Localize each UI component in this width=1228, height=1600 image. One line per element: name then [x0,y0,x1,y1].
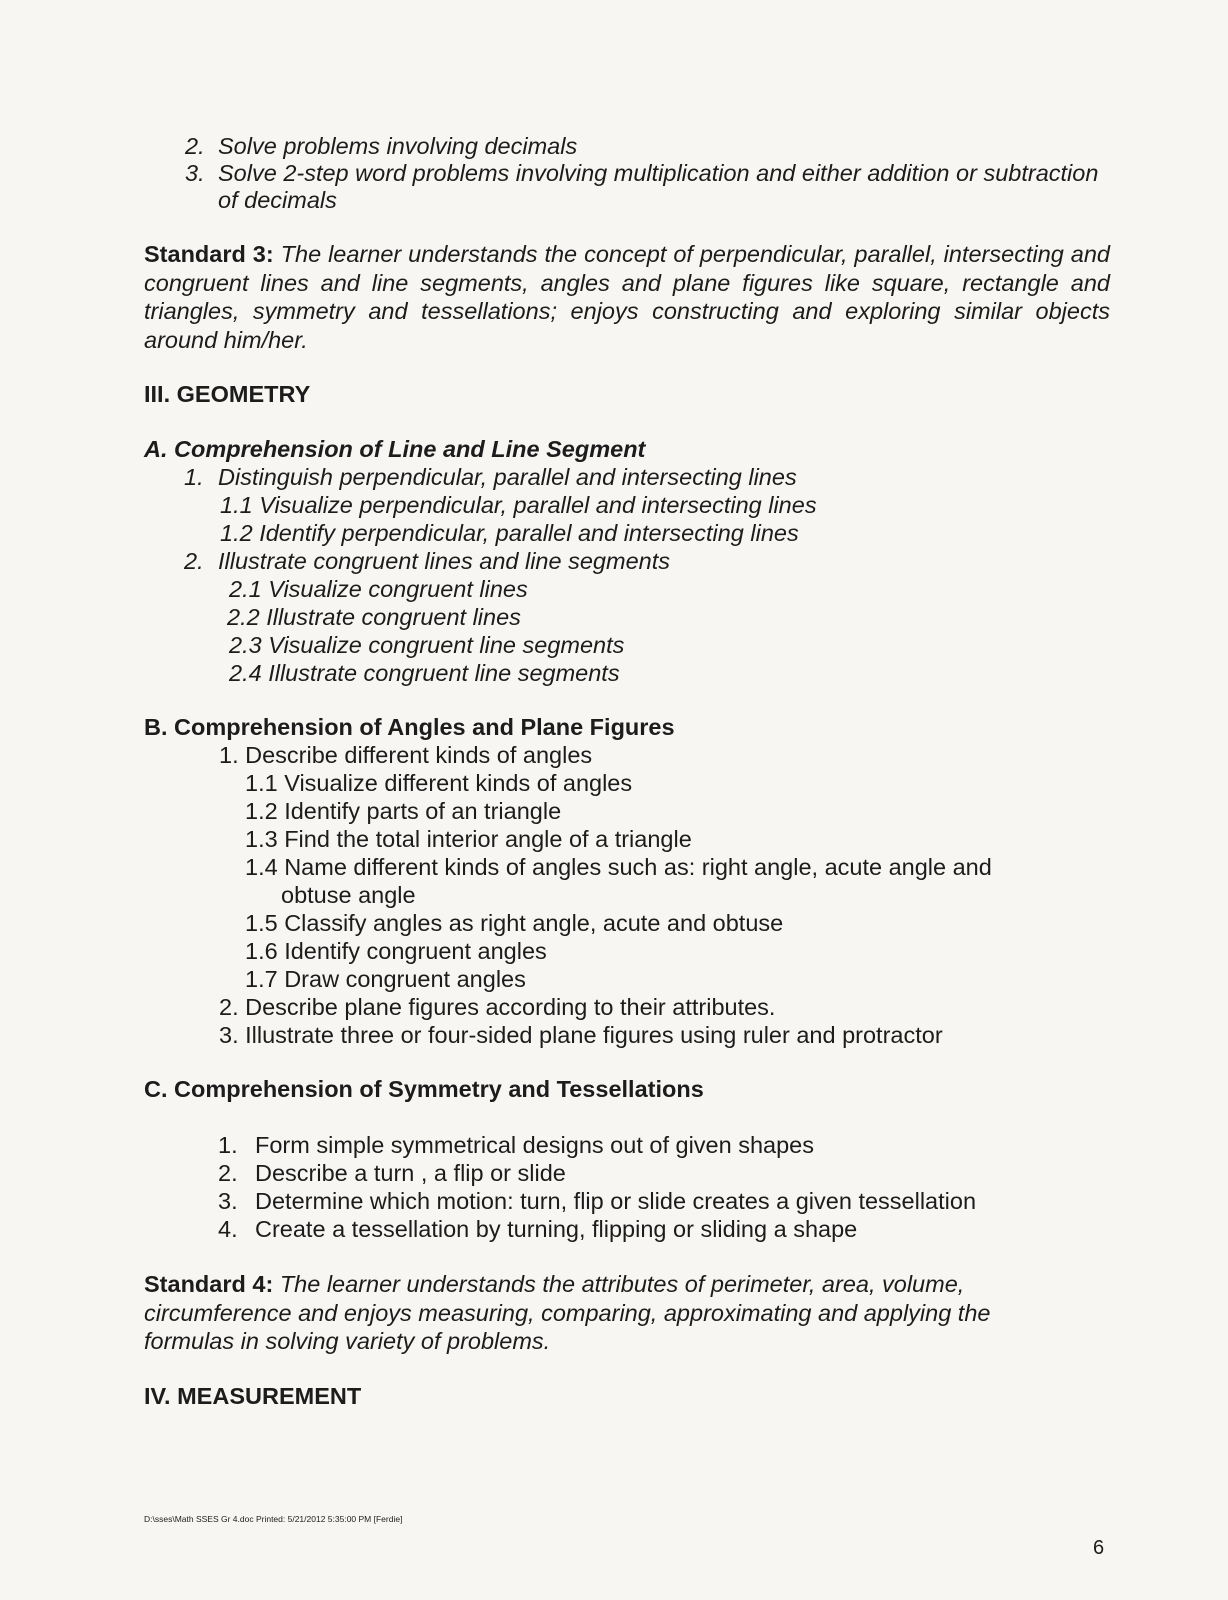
list-item: Solve problems involving decimals [218,133,578,159]
list-subitem: 1.1 Visualize perpendicular, parallel and intersecting lines [220,492,817,518]
standard-4-text: The learner understands the attributes of perimeter, area, volume, circumference and enjoys measuring, comparing, approximating and applying the formulas in solving variety of problems. [144,1271,991,1354]
list-number: 3. [185,160,205,186]
list-item: Illustrate congruent lines and line segments [218,548,670,574]
list-number: 1. [218,1132,238,1158]
measurement-heading: IV. MEASUREMENT [144,1383,362,1409]
list-subitem: 1.4 Name different kinds of angles such as: right angle, acute angle and [245,854,992,880]
list-subitem: 1.1 Visualize different kinds of angles [245,770,633,796]
list-item: Determine which motion: turn, flip or slide creates a given tessellation [255,1188,977,1214]
section-a-title: A. Comprehension of Line and Line Segment [144,436,646,462]
list-subitem: 1.5 Classify angles as right angle, acute and obtuse [245,910,784,936]
list-subitem: 1.2 Identify parts of an triangle [245,798,562,824]
list-number: 3. [218,1188,238,1214]
list-item-continuation: of decimals [218,187,337,213]
geometry-heading: III. GEOMETRY [144,381,311,407]
standard-3-text: The learner understands the concept of perpendicular, parallel, intersecting and congruent lines and line segments, angles and plane figures like square, rectangle and triangles, symmetry and tessellations; enjoys constructing and exploring similar objects around him/her. [144,241,1110,353]
standard-3-paragraph [144,240,1110,354]
list-number: 1. [184,464,204,490]
footer-file-path: D:\sses\Math SSES Gr 4.doc Printed: 5/21/2012 5:35:00 PM [Ferdie] [144,1514,403,1524]
list-item: 1. Describe different kinds of angles [219,742,593,768]
list-item: 2. Describe plane figures according to their attributes. [219,994,776,1020]
section-c-title: C. Comprehension of Symmetry and Tessellations [144,1076,704,1102]
list-subitem: 2.4 Illustrate congruent line segments [229,660,620,686]
list-subitem: 1.6 Identify congruent angles [245,938,547,964]
list-number: 2. [185,133,205,159]
standard-3-label: Standard 3: [144,241,274,267]
list-subitem: 1.2 Identify perpendicular, parallel and intersecting lines [220,520,799,546]
list-item: Describe a turn , a flip or slide [255,1160,566,1186]
list-subitem: 1.3 Find the total interior angle of a triangle [245,826,692,852]
list-subitem-continuation: obtuse angle [281,882,416,908]
list-subitem: 2.1 Visualize congruent lines [229,576,528,602]
list-item: Form simple symmetrical designs out of given shapes [255,1132,814,1158]
list-subitem: 2.2 Illustrate congruent lines [227,604,521,630]
list-subitem: 1.7 Draw congruent angles [245,966,526,992]
page-number: 6 [1093,1537,1105,1559]
list-item: Create a tessellation by turning, flipping or sliding a shape [255,1216,858,1242]
list-number: 4. [218,1216,238,1242]
list-item: Solve 2-step word problems involving multiplication and either addition or subtraction [218,160,1099,186]
list-item: 3. Illustrate three or four-sided plane figures using ruler and protractor [219,1022,943,1048]
list-subitem: 2.3 Visualize congruent line segments [229,632,625,658]
standard-4-paragraph [144,1270,1044,1356]
list-number: 2. [218,1160,238,1186]
list-item: Distinguish perpendicular, parallel and intersecting lines [218,464,797,490]
list-number: 2. [184,548,204,574]
standard-4-label: Standard 4: [144,1271,274,1297]
section-b-title: B. Comprehension of Angles and Plane Figures [144,714,675,740]
